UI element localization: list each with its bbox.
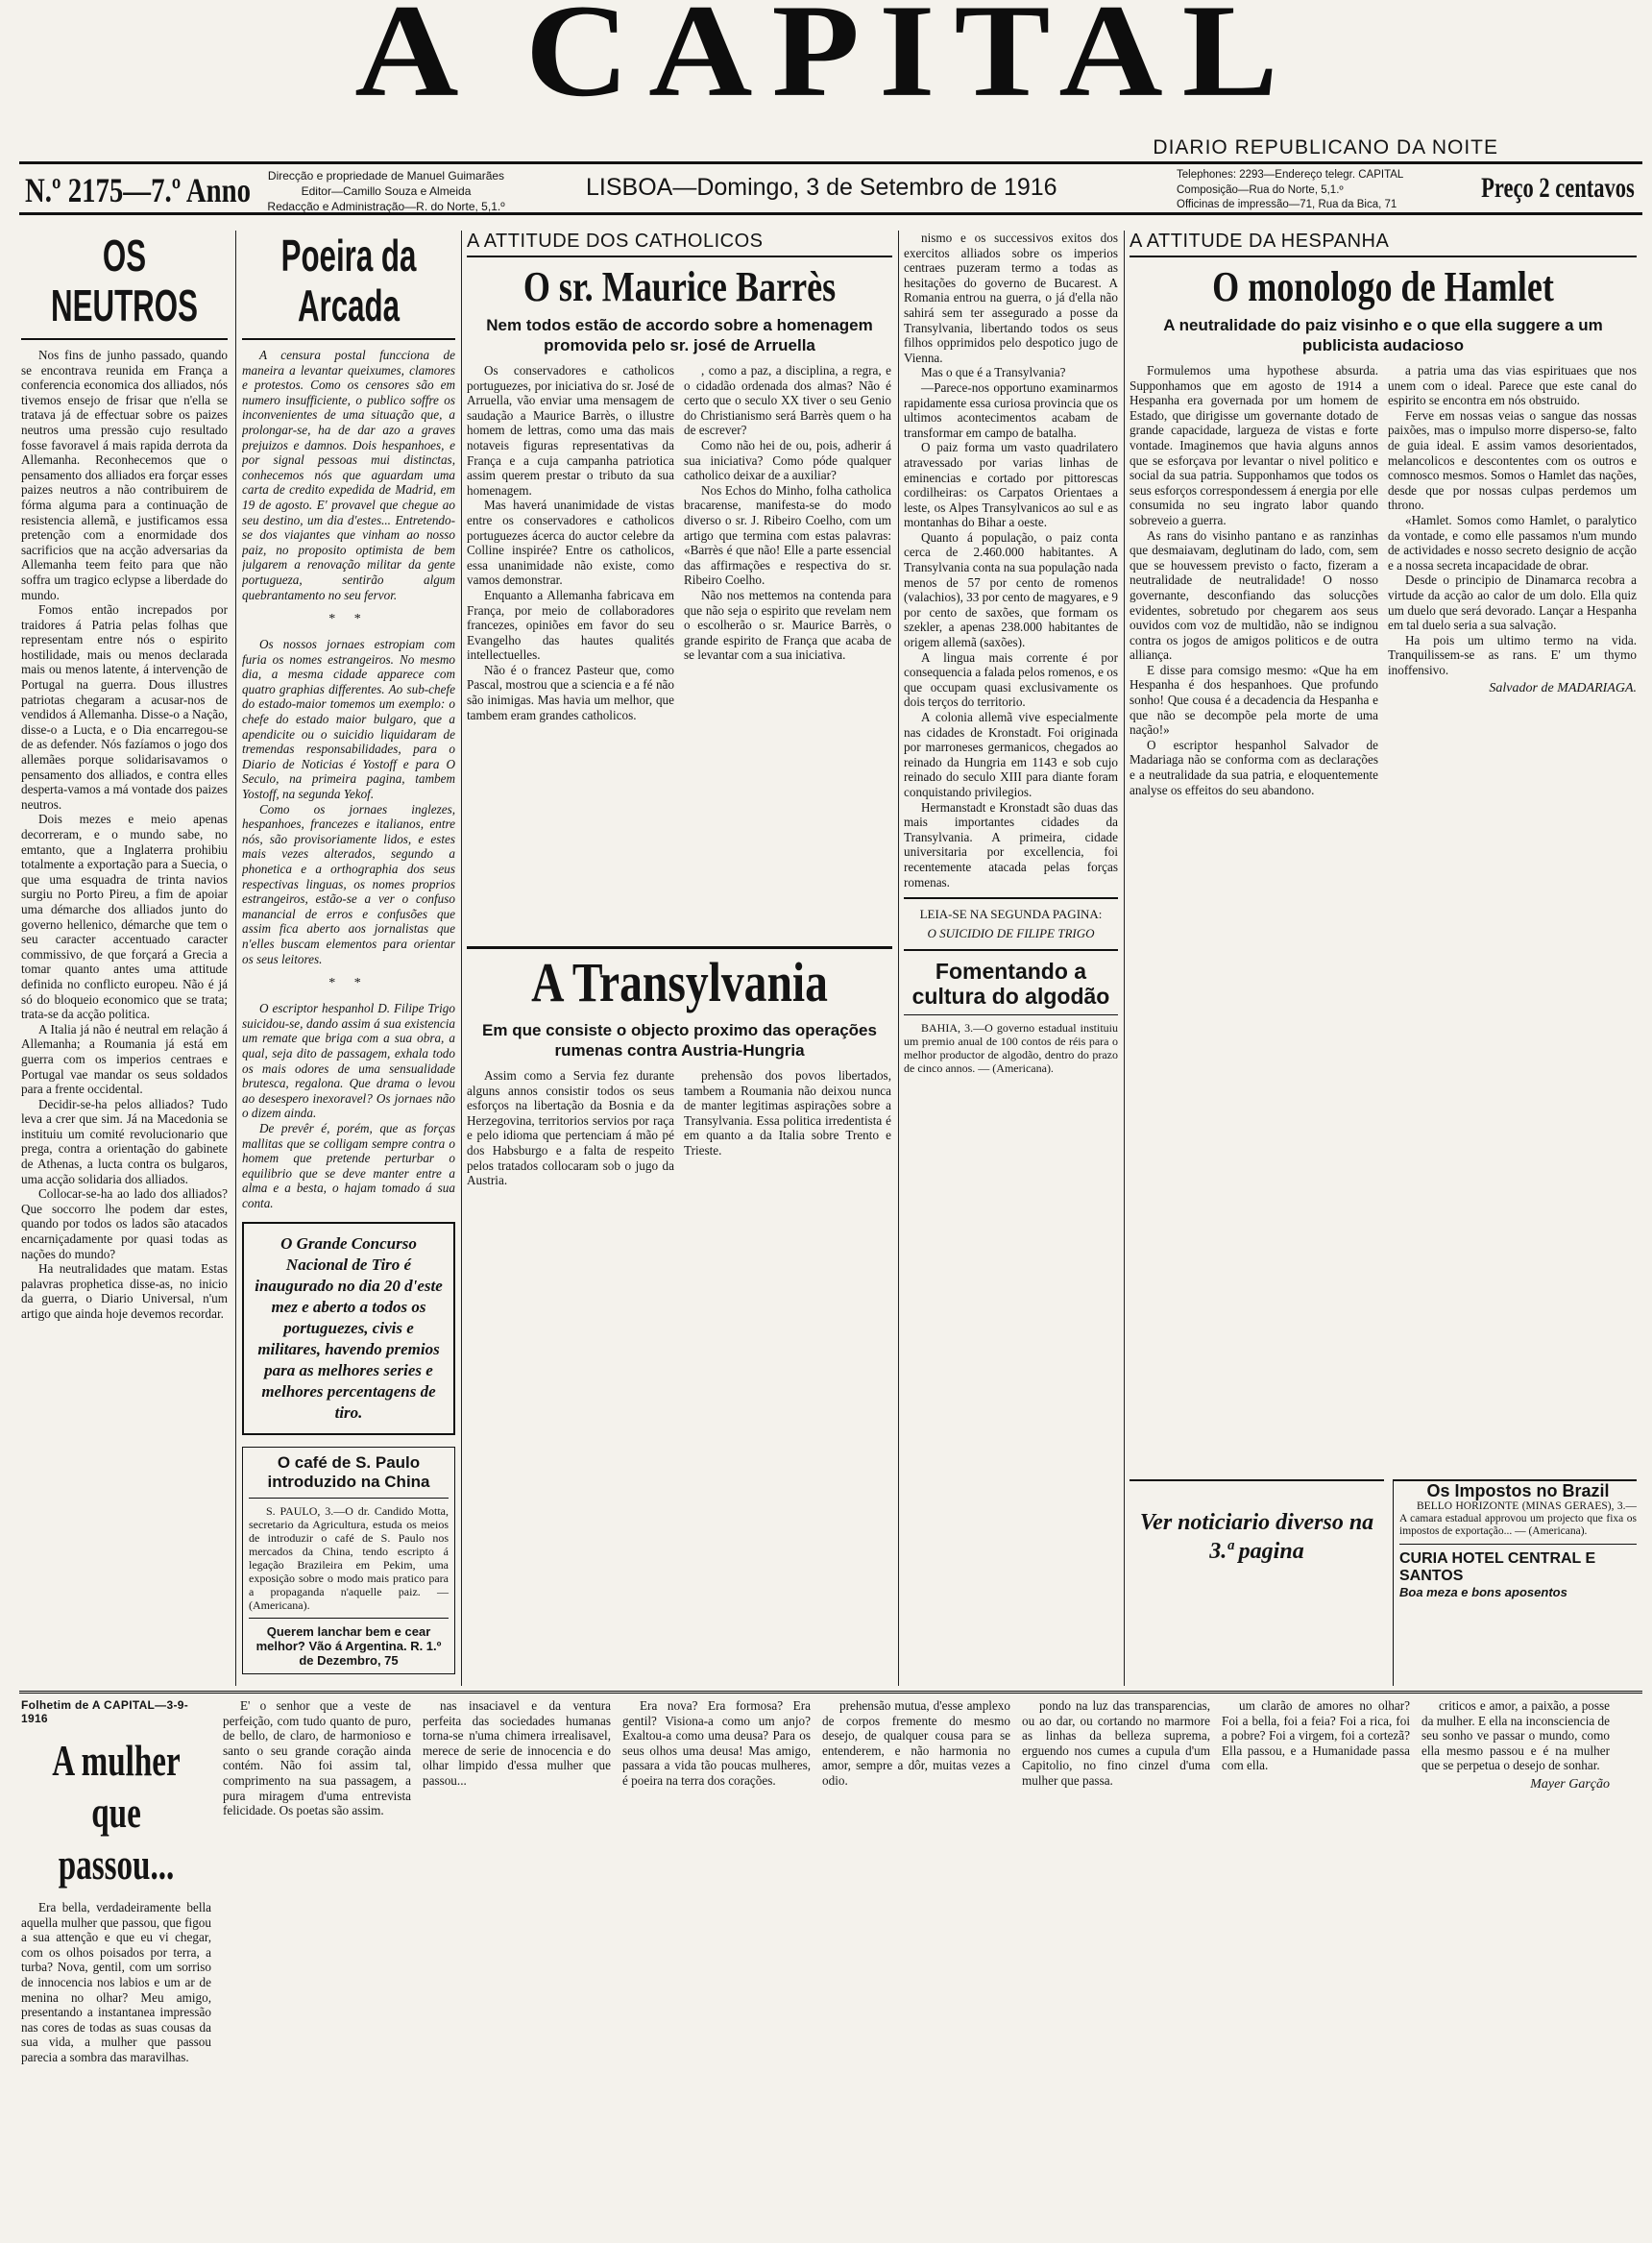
divider <box>249 1618 449 1619</box>
paragraph: Não nos mettemos na contenda para que não seja o espirito que revelam nem o escolherão o sr. Maurice Barrès, o grande espirito de França que acaba de se levantar com a sua iniciativa. <box>684 587 891 663</box>
contacts-block <box>1177 168 1484 213</box>
paragraph: Formulemos uma hypothese absurda. Supponhamos que em agosto de 1914 a Hespanha era governada por um homem de Estado, que dirigisse um governante dotado de grande capacidade, largueza de vistas e forte vontade. Imaginemos que havia alguns annos que se esforçava por levantar o nivel politico e social da sua patria. Supponhamos que todos os seus esforços correspondessem á energia por elle consumida no seu ingrato labor quando sobreveio a guerra. <box>1130 363 1378 527</box>
paragraph: Os nossos jornaes estropiam com furia os nomes estrangeiros. No mesmo dia, a mesma cidade apparece com quatro graphias differentes. Ao sub-chefe do estado-maior tomemos um exemplo: o chefe do estado maior bulgaro, que a apendicite ou o suicidio liquidaram de tremendas responsabilidades, para o Diario de Noticias é Yostoff e para O Seculo, na primeira pagina, tambem Yostoff, na segunda Yekof. <box>242 637 455 802</box>
ad-hotel-sub: Boa meza e bons aposentos <box>1399 1585 1567 1599</box>
paragraph: BAHIA, 3.—O governo estadual instituiu um premio anual de 100 contos de réis para o melhor productor de algodão, dentro do prazo de cinco annos. — (Americana). <box>904 1021 1118 1076</box>
paragraph: Era nova? Era formosa? Era gentil? Visiona-a como um anjo? Exaltou-a como uma deusa? Para os seus olhos uma deusa! Mas amigo, passara a vida tão poucas mulheres, é poeira na terra dos corações. <box>622 1698 811 1788</box>
headline-transylvania: A Transylvania <box>531 951 828 1013</box>
dateline: LISBOA—Domingo, 3 de Setembro de 1916 <box>586 174 1057 201</box>
ad-hotel: CURIA HOTEL CENTRAL E SANTOS <box>1399 1550 1596 1584</box>
divider <box>242 338 455 340</box>
deck-hamlet: A neutralidade do paiz visinho e o que ella suggere a um publicista audacioso <box>1163 316 1603 354</box>
paragraph: Era bella, verdadeiramente bella aquella mulher que passou, que figou a sua attenção e que eu vi chegar, com os olhos poisados por terra, a turba? Nova, gentil, com um sorriso de innocencia nos labios e um ar de menina no olhar? Meu amigo, presentando a instantanea impressão nas cores de todas as suas cousas da sua vida, a mulher que passou parecia a sombra das maravilhas. <box>21 1900 211 2064</box>
direction-block <box>242 168 530 214</box>
subcolumn-left <box>467 363 674 722</box>
article-os-neutros <box>21 231 228 1686</box>
headline-hamlet: O monologo de Hamlet <box>1212 263 1554 310</box>
paragraph: prehensão dos povos libertados, tambem a Roumania não deixou nunca de manter legitimas aspirações sobre a Transylvania. Essa politica irredentista é em quanto a da Italia sobre Trento e Trieste. <box>684 1068 891 1158</box>
ad-argentina: Querem lanchar bem e cear melhor? Vão á Argentina. R. 1.º de Dezembro, 75 <box>255 1624 442 1669</box>
paragraph: O escriptor hespanhol D. Filipe Trigo suicidou-se, dando assim á sua existencia um remate que briga com a sua obra, a qual, seja dito de passagem, exhala todo os mais odores de uma sensualidade brutesca, regalona. Que drama o levou ao desespero inexoravel? Os jornaes não o dizem ainda. <box>242 1001 455 1121</box>
ad-impostos <box>1393 1479 1637 1686</box>
contact-line-3: Officinas de impressão—71, Rua da Bica, 71 <box>1177 199 1397 210</box>
kicker-hespanha: A ATTITUDE DA HESPANHA <box>1130 231 1637 257</box>
two-column-body <box>1130 363 1637 797</box>
paragraph: As rans do visinho pantano e as ranzinhas que desmaiavam, deglutinam do lado, com, sem que se houvessem previsto o facto, fizeram a neutralidade de neutralidade! O nosso governante, desconfiando das solucções evidentes, sobretudo por chegarem aos seus ouvidos com voz de multidão, não se indignou contra os jogos de amigos politicos e de outra alliança. <box>1130 527 1378 663</box>
kicker-catholicos: A ATTITUDE DOS CATHOLICOS <box>467 231 892 257</box>
paragraph: Collocar-se-ha ao lado dos alliados? Que soccorro lhe podem dar estes, quando por todos os lados são atacados encarniçadamente por quasi todas as nações do mundo? <box>21 1186 228 1261</box>
masthead-subtitle: DIARIO REPUBLICANO DA NOITE <box>1153 136 1498 158</box>
paragraph: Os conservadores e catholicos portuguezes, por iniciativa do sr. José de Arruella, vão enviar uma mensagem de saudação a Maurice Barrès, o illustre homem de lettras, como uma das mais notaveis figuras representativas da França e a cuja campanha patriotica assim querem prestar o tributo da sua homenagem. <box>467 363 674 498</box>
paragraph: nismo e os successivos exitos dos exercitos alliados sobre os imperios centraes puzeram termo a todas as hesitações do governo de Bucarest. A Romania entrou na guerra, o já d'ella não sahirá sem ter assegurado a posse da Transylvania, libertando todos os seus filhos opprimidos pelo despotico jugo de Vienna. <box>904 231 1118 365</box>
headline-algodao: Fomentando a cultura do algodão <box>911 959 1110 1010</box>
signature-madariaga: Salvador de MADARIAGA. <box>1489 681 1637 696</box>
deck-transylvania: Em que consiste o objecto proximo das operações rumenas contra Austria-Hungria <box>482 1021 877 1060</box>
paragraph: prehensão mutua, d'esse amplexo de corpos fremente do mesmo desejo, de qualquer cousa para se entenderem, e não harmonia no amor, sempre a dôr, muitas vezes a odio. <box>822 1698 1010 1788</box>
paragraph: Enquanto a Allemanha fabricava em França, por meio de collaboradores francezes, opiniões em favor do seu Evangelho das hautes qualités intellectuelles. <box>467 587 674 663</box>
article-hamlet <box>1130 231 1637 1470</box>
divider <box>249 1498 449 1499</box>
masthead-title: A CAPITAL <box>354 0 1298 125</box>
subcolumn-left <box>1130 363 1378 797</box>
divider <box>904 1014 1118 1015</box>
paragraph: um clarão de amores no olhar? Foi a bella, foi a feia? Foi a rica, foi a pobre? Foi a virgem, foi a cortezã? Ella passou, e a Humanidade passa com ella. <box>1222 1698 1410 1773</box>
headline-poeira: Poeira da Arcada <box>280 231 417 330</box>
folhetim <box>21 1698 1637 2236</box>
paragraph: Quanto á população, o paiz conta cerca de 2.460.000 habitantes. A Transylvania conta na sua população nada menos de 57 por cento de romenos (valachios), 33 por cento de magyares, e 9 por cento de saxões, que formam os szekler, a apenas 238.000 habitantes de origem allemã (saxões). <box>904 529 1118 650</box>
folhetim-columns <box>21 1698 1637 2065</box>
paragraph: a patria uma das vias espirituaes que nos unem com o ideal. Parece que este canal do espirito se encontra em nós obstruido. <box>1388 363 1637 408</box>
notice-noticiario: Ver noticiario diverso na 3.ª pagina <box>1139 1510 1374 1564</box>
paragraph: Fomos então increpados por traidores á Patria pelas folhas que representam entre nós o espirito hostilidade, mais ou menos declarada mais ou menos latente, á intervenção de Portugal na guerra. Dous illustres patriotas chegaram a acusar-nos de vendidos á Allemanha. Disse-o a Nação, disse-o a Lucta, e o Dia encarregou-se de as defender. Nós fazíamos o jogo dos allemães porque solidarisavamos o pensamento dos alliados, e contra elles desperta-vamos a má vontade dos paizes neutros. <box>21 602 228 812</box>
deck-barres: Nem todos estão de accordo sobre a homenagem promovida pelo sr. josé de Arruella <box>486 316 873 354</box>
paragraph: Hermanstadt e Kronstadt são duas das mais importantes cidades da Transylvania. A primeira, cidade universitaria por excellencia, foi recentemente atacada pelas forças romenas. <box>904 799 1118 890</box>
ad-noticiario <box>1130 1479 1384 1686</box>
paragraph: A censura postal funcciona de maneira a levantar queixumes, clamores e protestos. Como os censores são em numero insufficiente, o publico soffre os inconvenientes de uma situação que, a prolongar-se, ha de dar azo a graves prejuizos e damnos. Dois hespanhoes, e por signal pessoas mui distinctas, conhecemos nós que aguardam uma carta de credito expedida de Madrid, em 19 de agosto. E' provavel que chegue ao seu destino, um dia d'estes... Entretendo-se dos viajantes que vinham ao nosso paiz, no proposito optimista de bem julgarem a renovação militar da gente portugueza, sentirão algum quebrantamento no seu fervor. <box>242 348 455 602</box>
article-cafe <box>242 1447 455 1674</box>
separator-stars: * * <box>328 612 369 627</box>
direction-line-3: Redacção e Administração—R. do Norte, 5,1.º <box>267 200 505 213</box>
direction-line-2: Editor—Camillo Souza e Almeida <box>301 184 472 198</box>
paragraph: pondo na luz das transparencias, ou ao dar, ou cortando no marmore as linhas da belleza suprema, erguendo nos cumes a cupula d'um Capitolio, no fino cinzel d'uma mulher que passa. <box>1022 1698 1210 1788</box>
contact-line-1: Telephones: 2293—Endereço telegr. CAPITAL <box>1177 169 1404 181</box>
headline-barres: O sr. Maurice Barrès <box>522 263 837 310</box>
folhetim-header: Folhetim de A CAPITAL—3-9-1916 <box>21 1698 189 1725</box>
headline-impostos: Os Impostos no Brazil <box>1426 1481 1610 1500</box>
paragraph: Mas haverá unanimidade de vistas entre os conservadores e catholicos portuguezes ácerca do auctor celebre da Colline inspirée? Entre os catholicos, essa unanimidade não existe, como vamos demonstrar. <box>467 498 674 588</box>
contact-line-2: Composição—Rua do Norte, 5,1.º <box>1177 183 1344 196</box>
divider <box>904 897 1118 899</box>
signature-garcao: Mayer Garção <box>1530 1776 1610 1792</box>
paragraph: O escriptor hespanhol Salvador de Madariaga não se conforma com as declarações e a neutralidade da sua patria, e eloquentemente analyse os effeitos do seu abandono. <box>1130 737 1378 797</box>
divider <box>21 338 228 340</box>
folhetim-rule <box>19 1691 1642 1694</box>
read-notice-line-1: LEIA-SE NA SEGUNDA PAGINA: <box>919 907 1103 922</box>
paragraph: Nos Echos do Minho, folha catholica bracarense, manifesta-se do modo diverso o sr. J. Ribeiro Coelho, com um artigo que termina com estas palavras: «Barrès é que não! Elle a parte essencial das affirmações e respectiva do sr. Ribeiro Coelho. <box>684 482 891 588</box>
issue-number: N.º 2175—7.º Anno <box>25 171 252 209</box>
two-column-body <box>467 1068 892 1188</box>
paragraph: «Hamlet. Somos como Hamlet, o paralytico da vontade, e como elle passamos n'um mundo de actividades e nosso secreto designio de acção e a nossa secreta incapacidade de obrar. <box>1388 512 1637 573</box>
paragraph: , como a paz, a disciplina, a regra, e o cidadão ordenada dos almas? Não é certo que o seculo XX tiver o seu Genio do Christianismo será Barrès quem o ha de escrever? <box>684 363 891 438</box>
folhetim-col <box>21 1698 211 2065</box>
headline-cafe: O café de S. Paulo introduzido na China <box>267 1453 430 1492</box>
column-rule <box>1124 231 1125 1686</box>
paragraph: E disse para comsigo mesmo: «Que ha em Hespanha é dos hespanhoes. Que profundo sonho! Que cousa é a decadencia da Hespanha e que não se decompõe pela morte de uma nação!» <box>1130 662 1378 738</box>
paragraph: Não é o francez Pasteur que, como Pascal, mostrou que a sciencia e a fé não são inimigas. Mas havia um melhor, que tambem eram grandes catholicos. <box>467 662 674 722</box>
column-rule <box>461 231 462 1686</box>
headline-os-neutros: OS NEUTROS <box>51 231 198 330</box>
paragraph: De prevêr é, porém, que as forças mallitas que se colligam sempre contra o homem que pretende perturbar o equilibrio que se deve manter entre a alma e a besta, o hajam tomado á sua conta. <box>242 1120 455 1210</box>
paragraph: E' o senhor que a veste de perfeição, com tudo quanto de puro, de bello, de claro, de harmonioso e santo o seu grande coração ainda contém. Não foi assim tal, comprimento na sua passagem, a pura miragem d'uma entrevista felicidade. Os poetas são assim. <box>223 1698 411 1818</box>
paragraph: Como os jornaes inglezes, hespanhoes, francezes e italianos, entre nós, são provisoriamente lidos, e estes mais vezes alterados, segundo a phonetica e a orthographia dos seus respectivas linguas, os nomes proprios estrangeiros, estão-se a ver o confuso manancial de erros e confusões que assim fica aberto aos jornalistas que n'elles buscam elementos para orientar os seus leitores. <box>242 801 455 966</box>
price: Preço 2 centavos <box>1481 172 1635 204</box>
divider <box>1399 1544 1637 1545</box>
paragraph: —Parece-nos opportuno examinarmos rapidamente essa curiosa provincia que os ultimos acontecimentos acabam de transformar em campo de batalha. <box>904 379 1118 440</box>
paragraph: criticos e amor, a paixão, a posse da mulher. E ella na inconsciencia de seu sonho ve passar o mundo, como ella mesmo passou e é na mulher que se perpetua o desejo de sonhar. <box>1421 1698 1610 1773</box>
paragraph: nas insaciavel e da ventura perfeita das sociedades humanas torna-se n'uma chimera irrealisavel, merece de serie de innocencia e do olhar limpido d'essa mulher que passou... <box>423 1698 611 1788</box>
paragraph: Assim como a Servia fez durante alguns annos consistir todos os seus esforços na libertação da Bosnia e da Herzegovina, territorios servios por raça e pelo idioma que pertenciam á mão pé dos Habsburgo e a falta de respeito pelos tratados collocaram sob o jugo da Austria. <box>467 1068 674 1188</box>
article-transylvania <box>467 946 892 1686</box>
read-notice-line-2: O SUICIDIO DE FILIPE TRIGO <box>927 926 1095 941</box>
paragraph: Ha neutralidades que matam. Estas palavras prophetica disse-as, no inicio da guerra, o Diario Universal, n'um artigo que ainda hoje devemos recordar. <box>21 1261 228 1321</box>
paragraph: Ha pois um ultimo termo na vida. Tranquilissem-se as rans. E' um thymo inoffensivo. <box>1388 632 1637 677</box>
paragraph: Ferve em nossas veias o sangue das nossas paixões, mas o impulso morre disperso-se, falto de guia ideal. E assim vamos desorientados, melancolicos e descontentes com os outros e comnosco mesmos. Somos o Hamlet das nações, desde que por nossas culpas perdemos um throno. <box>1388 407 1637 513</box>
paragraph: S. PAULO, 3.—O dr. Candido Motta, secretario da Agricultura, estuda os meios de introduzir o café de S. Paulo nos mercados da China, tendo escripto á legação Brazileira em Pekim, uma exposição sobre o modo mais pratico para a propaganda n'aquelle paiz. — (Americana). <box>249 1504 449 1613</box>
notice-concurso-tiro: O Grande Concurso Nacional de Tiro é inaugurado no dia 20 d'este mez e aberto a todos os portuguezes, civis e militares, havendo premios para as melhores series e melhores percentagens de tiro. <box>242 1222 455 1435</box>
paragraph: Nos fins de junho passado, quando se encontrava reunida em França a conferencia economica dos alliados, nós tivemos ensejo de frisar que n'ella se tratava já de effectuar sobre os paizes neutros uma pressão cujo resultado fosse favoravel á mais rapida derrota da Allemanha. Reconhecemos que o pensamento dos alliados era forçar esses paizes neutros a não contribuirem de fórma alguma para a continuação de resistencia allemã, e justificamos essa pretenção com a enormidade dos sacrificios que na acção adversarias da Allemanha teem feito para que não soffra um tragico eclypse a liberdade do mundo. <box>21 348 228 602</box>
paragraph: BELLO HORIZONTE (MINAS GERAES), 3.—A camara estadual approvou um projecto que fixa os impostos de exportação... — (Americana). <box>1399 1500 1637 1537</box>
folhetim-col <box>1421 1698 1610 2065</box>
direction-line-1: Direcção e propriedade de Manuel Guimarães <box>267 169 505 183</box>
read-notice <box>904 907 1118 941</box>
article-maurice-barres <box>467 231 892 941</box>
column-rule <box>235 231 236 1686</box>
separator-stars: * * <box>328 976 369 991</box>
article-poeira-da-arcada <box>242 231 455 1686</box>
paragraph: Dois mezes e meio apenas decorreram, e o mundo sabe, no emtanto, que a Inglaterra prohibiu totalmente a exportação para a Suecia, o que uma esquadra de trinta navios surgiu no Porto Pireu, a fim de apoiar uma démarche dos alliados junto do governo hellenico, démarche que tem o seu caracter accentuado caracter commissivo, de que forçará a Grecia a tomar quanto antes uma attitude definida no conflicto europeu. Não é já só do bloqueio economico que se trata; trata-se da acção politica. <box>21 812 228 1022</box>
paragraph: A colonia allemã vive especialmente nas cidades de Kronstadt. Foi originada por marroneses germanicos, chegados ao reinado da Hungria em 1143 e sob cujo reinado do seculo XIII para diante foram conquistando privilegios. <box>904 710 1118 799</box>
paragraph: A lingua mais corrente é por consequencia a falada pelos romenos, e os que occupam quasi exclusivamente os dois terços do territorio. <box>904 649 1118 710</box>
subcolumn-right <box>1388 363 1637 797</box>
subcolumn-right <box>684 363 891 722</box>
divider <box>904 949 1118 951</box>
paragraph: Mas o que é a Transylvania? <box>921 365 1066 380</box>
masthead <box>0 0 1652 158</box>
two-column-body <box>467 363 892 722</box>
paragraph: Desde o principio de Dinamarca recobra a virtude da acção ao calor de um dolo. Ella quiz um duelo que será devorado. Lançar a Hespanha em tal duelo seria a sua salvação. <box>1388 573 1637 633</box>
article-transylvania-continued <box>904 231 1118 1686</box>
info-bar <box>19 161 1642 215</box>
paragraph: A Italia já não é neutral em relação á Allemanha; a Roumania já está em guerra com os imperios centraes e Portugal vae mandar os seus soldados para a frente occidental. <box>21 1021 228 1097</box>
column-rule <box>898 231 899 1686</box>
paragraph: O paiz forma um vasto quadrilatero atravessado por varias linhas de eminencias e cortado por pittorescas cordilheiras: os Carpatos Orientaes a leste, os Alpes Transylvanicos ao sul e as montanhas do Bihar a oeste. <box>904 440 1118 530</box>
paragraph: Decidir-se-ha pelos alliados? Tudo leva a crer que sim. Já na Macedonia se instituiu um comité revolucionario que prega, contra a orientação do gabinete de Athenas, a lucta contra os bulgaros, uma acção solidaria dos alliados. <box>21 1096 228 1186</box>
folhetim-title: A mulher que passou... <box>52 1736 181 1889</box>
paragraph: Como não hei de ou, pois, adherir á sua iniciativa? Como póde qualquer catholico deixar de a auxiliar? <box>684 437 891 483</box>
